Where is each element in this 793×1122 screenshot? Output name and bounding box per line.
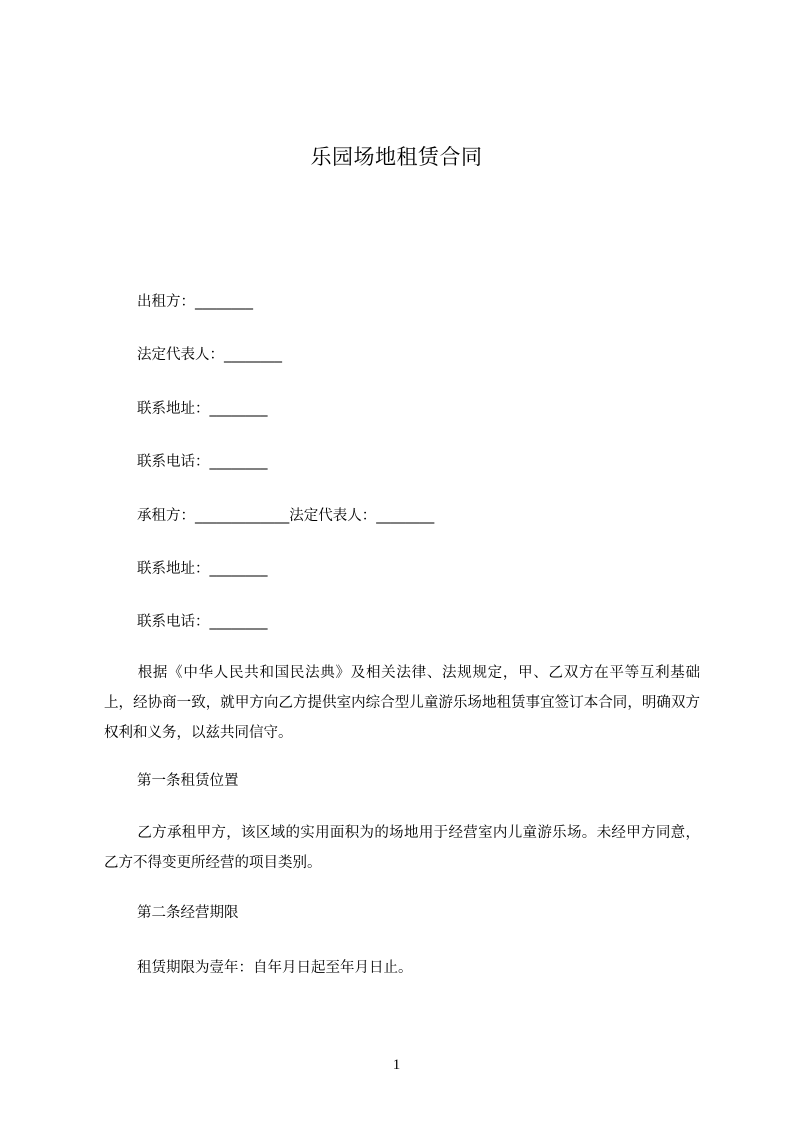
lessee-phone-field: 联系电话：________ [137,614,268,630]
article-1-heading: 第一条租赁位置 [137,773,239,789]
article-2-body: 租赁期限为壹年：自年月日起至年月日止。 [137,960,413,976]
page-number: 1 [392,1057,401,1073]
lessor-phone-field: 联系电话：________ [137,454,268,470]
article-2-heading: 第二条经营期限 [137,905,239,921]
preamble-text: 根据《中华人民共和国民法典》及相关法律、法规规定，甲、乙双方在平等互利基础上，经协商一致，就甲方向乙方提供室内综合型儿童游乐场地租赁事宜签订本合同，明确双方权利和义务，以兹共同信守。 [104,665,700,741]
lessor-address-field: 联系地址：________ [137,401,268,417]
contract-title: 乐园场地租赁合同 [310,145,483,169]
lessee-address-field: 联系地址：________ [137,561,268,577]
article-1-body [104,818,700,878]
article-1-text: 乙方承租甲方，该区域的实用面积为的场地用于经营室内儿童游乐场。未经甲方同意，乙方不得变更所经营的项目类别。 [104,825,700,871]
lessee-field: 承租方：_____________法定代表人：________ [137,508,435,524]
preamble-paragraph [104,658,700,748]
lessor-legal-rep-field: 法定代表人：________ [137,347,282,363]
lessor-field: 出租方：________ [137,294,253,310]
